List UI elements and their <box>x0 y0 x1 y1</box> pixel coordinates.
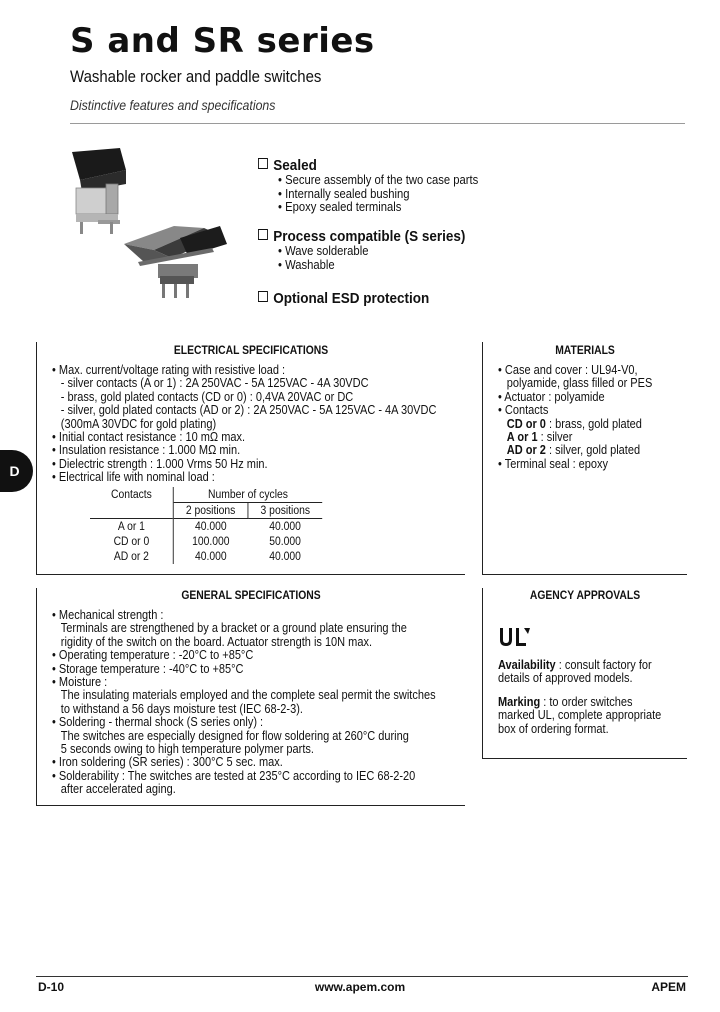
feature-sealed: Sealed • Secure assembly of the two case parts • Internally sealed bushing • Epoxy sealed terminals <box>258 157 501 215</box>
spec-line: Terminals are strengthened by a bracket or a ground plate ensuring the <box>60 621 407 636</box>
electrical-life-table <box>90 487 322 564</box>
table-row: AD or 2 40.000 40.000 <box>90 549 322 564</box>
material-contact-line: CD or 0 : brass, gold plated <box>506 416 642 431</box>
footer-brand: APEM <box>651 980 686 994</box>
electrical-title: ELECTRICAL SPECIFICATIONS <box>173 345 329 357</box>
spec-line: • Dielectric strength : 1.000 Vrms 50 Hz min. <box>52 456 268 471</box>
feature-bullet: • Wave solderable <box>278 244 369 258</box>
table-header-2pos: 2 positions <box>173 503 248 519</box>
footer-divider <box>36 976 688 977</box>
footer-url[interactable]: www.apem.com <box>314 980 406 994</box>
header-divider <box>70 123 685 124</box>
feature-bullet: • Washable <box>278 257 335 272</box>
section-tab: D <box>0 450 33 492</box>
table-header-contacts: Contacts <box>90 487 173 503</box>
feature-esd-protection: Optional ESD protection <box>258 290 448 307</box>
checkbox-square-icon <box>258 158 268 169</box>
material-line: • Actuator : polyamide <box>498 389 605 404</box>
material-line: • Terminal seal : epoxy <box>498 456 609 471</box>
material-line: • Contacts <box>498 403 549 418</box>
checkbox-square-icon <box>258 229 268 240</box>
page-subtitle: Washable rocker and paddle switches <box>70 67 322 86</box>
material-line: polyamide, glass filled or PES <box>506 376 653 391</box>
material-contact-line: A or 1 : silver <box>506 430 573 445</box>
page-number: D-10 <box>38 980 65 994</box>
spec-line: - silver contacts (A or 1) : 2A 250VAC - 5A 125VAC - 4A 30VDC <box>60 376 369 391</box>
ul-recognized-logo-icon <box>498 626 532 648</box>
marking-line: box of ordering format. <box>498 721 609 736</box>
table-header-cycles: Number of cycles <box>173 487 322 503</box>
marking-line: marked UL, complete appropriate <box>498 708 662 723</box>
materials-list <box>498 364 652 471</box>
spec-line: • Solderability : The switches are tested at 235°C according to IEC 68-2-20 <box>52 768 416 783</box>
availability-line: Availability : consult factory for <box>498 658 652 672</box>
material-contact-line: AD or 2 : silver, gold plated <box>506 443 641 458</box>
spec-line: • Initial contact resistance : 10 mΩ max. <box>52 430 246 445</box>
spec-line: • Insulation resistance : 1.000 MΩ min. <box>52 443 241 458</box>
spec-line: (300mA 30VDC for gold plating) <box>60 416 217 431</box>
checkbox-square-icon <box>258 291 268 302</box>
electrical-spec-list <box>52 364 436 485</box>
spec-line: • Moisture : <box>52 675 108 690</box>
materials-title: MATERIALS <box>555 345 615 357</box>
spec-line: • Operating temperature : -20°C to +85°C <box>52 648 254 663</box>
feature-process-compatible: Process compatible (S series) • Wave solderable • Washable <box>258 228 488 272</box>
feature-bullet: • Secure assembly of the two case parts <box>278 173 479 187</box>
table-row: A or 1 40.000 40.000 <box>90 519 322 535</box>
spec-line: The switches are especially designed for flow soldering at 260°C during <box>60 728 409 743</box>
general-spec-list <box>52 609 436 797</box>
agency-title: AGENCY APPROVALS <box>529 590 641 602</box>
material-line: • Case and cover : UL94-V0, <box>498 363 638 377</box>
spec-line: • Electrical life with nominal load : <box>52 470 215 485</box>
spec-line: • Max. current/voltage rating with resistive load : <box>52 363 286 377</box>
spec-line: The insulating materials employed and the complete seal permit the switches <box>60 688 436 703</box>
feature-bullet: • Epoxy sealed terminals <box>278 200 402 214</box>
spec-line: • Storage temperature : -40°C to +85°C <box>52 661 244 676</box>
spec-line: • Soldering - thermal shock (S series only) : <box>52 715 264 730</box>
spec-line: 5 seconds owing to high temperature polymer parts. <box>60 742 314 757</box>
section-subtitle: Distinctive features and specifications <box>70 97 276 113</box>
spec-line: to withstand a 56 days moisture test (IEC 68-2-3). <box>60 701 303 716</box>
agency-text <box>498 659 661 736</box>
general-title: GENERAL SPECIFICATIONS <box>181 590 321 602</box>
product-photo <box>62 140 242 310</box>
availability-line: details of approved models. <box>498 671 633 686</box>
spec-line: • Mechanical strength : <box>52 608 164 622</box>
table-row: CD or 0 100.000 50.000 <box>90 534 322 549</box>
feature-bullet: • Internally sealed bushing <box>278 186 410 201</box>
spec-line: after accelerated aging. <box>60 782 176 797</box>
page-title: S and SR series <box>70 21 375 61</box>
marking-line: Marking : to order switches <box>498 694 633 709</box>
spec-line: • Iron soldering (SR series) : 300°C 5 sec. max. <box>52 755 283 770</box>
spec-line: - brass, gold plated contacts (CD or 0) : 0,4VA 20VAC or DC <box>60 389 354 404</box>
spec-line: rigidity of the switch on the board. Actuator strength is 10N max. <box>60 634 373 649</box>
spec-line: - silver, gold plated contacts (AD or 2) : 2A 250VAC - 5A 125VAC - 4A 30VDC <box>60 403 437 418</box>
table-header-3pos: 3 positions <box>260 504 311 517</box>
